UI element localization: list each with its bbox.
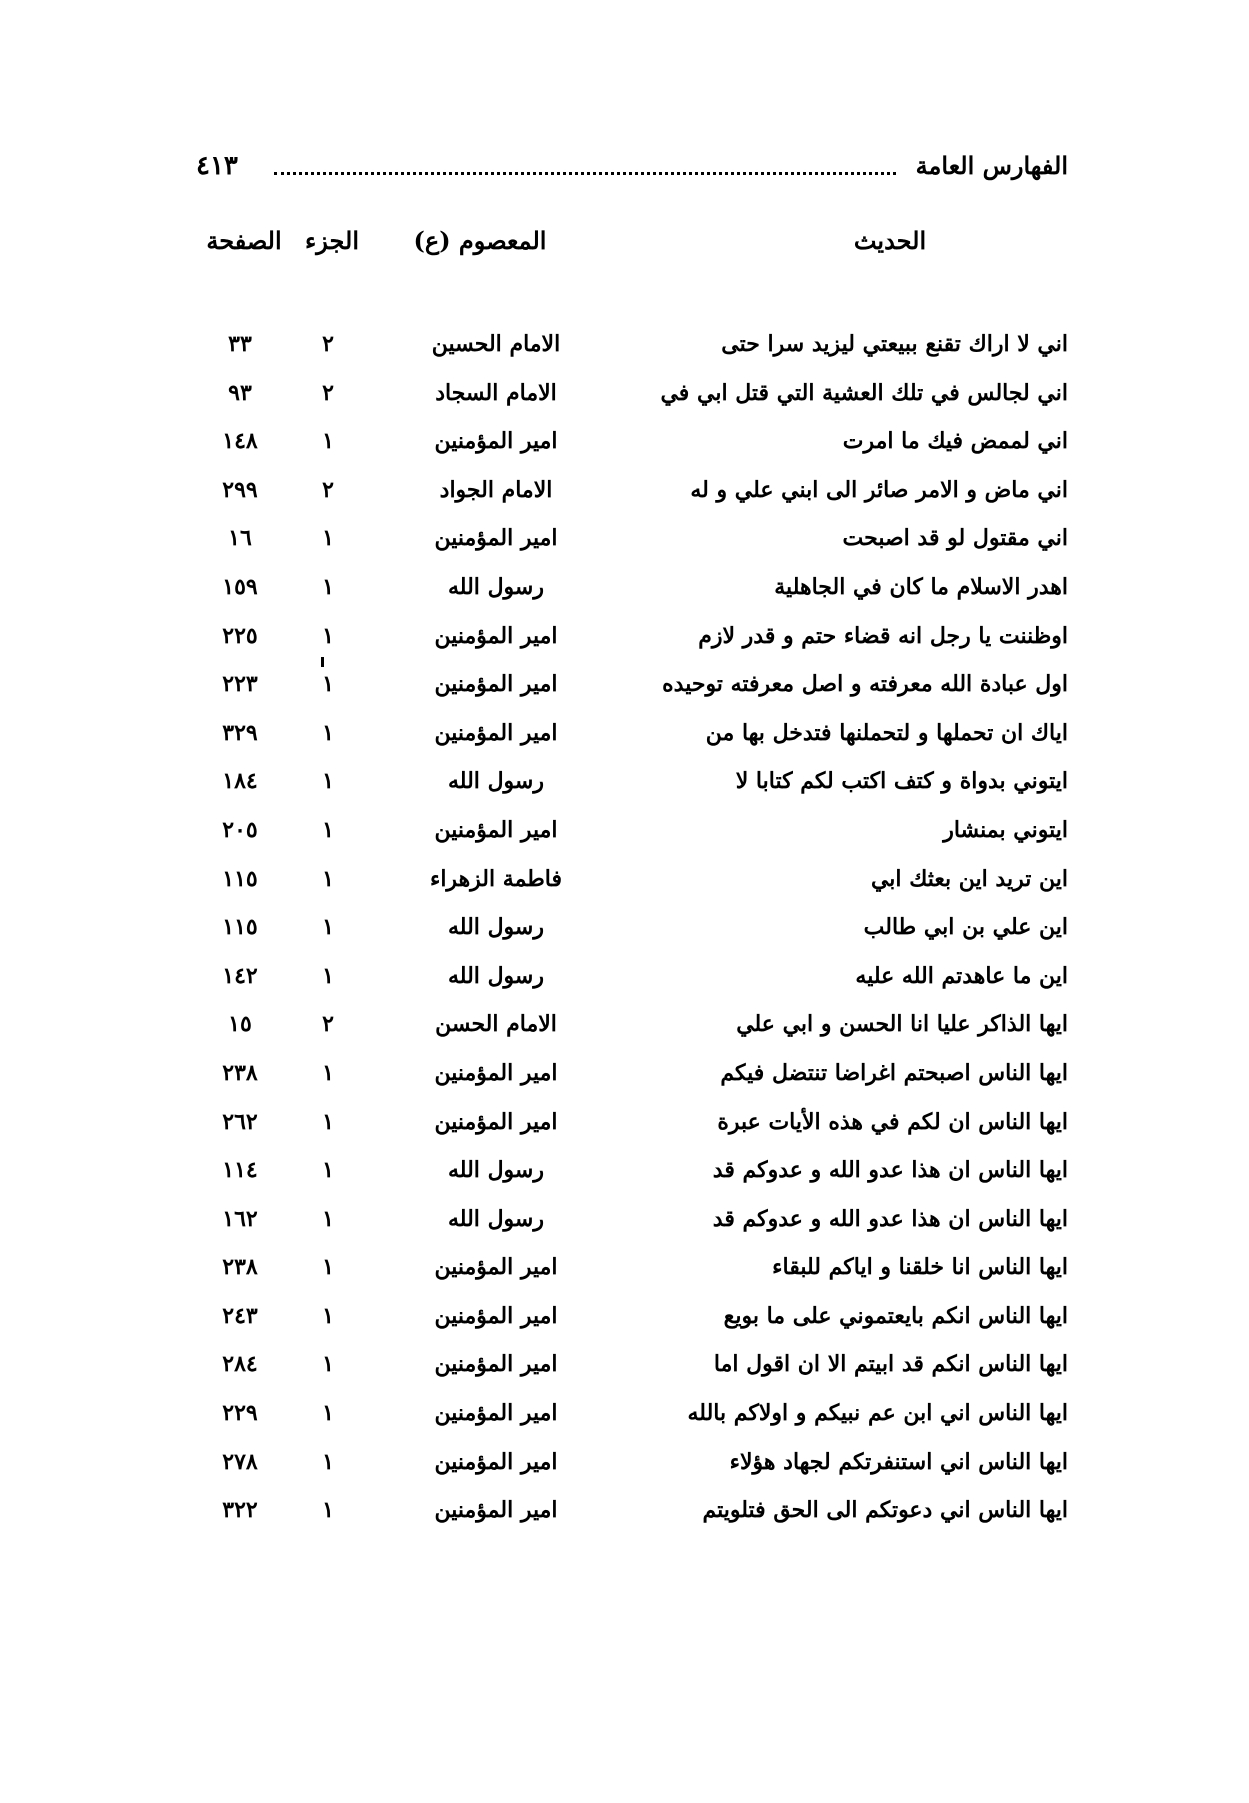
page-ref: ٢٤٣ xyxy=(222,1302,258,1329)
table-row xyxy=(196,1051,1068,1100)
juz-number: ١ xyxy=(322,962,334,989)
hadith-text: اول عبادة الله معرفته و اصل معرفته توحيده xyxy=(662,671,1068,698)
hadith-text: ايها الناس اني استنفرتكم لجهاد هؤلاء xyxy=(729,1448,1068,1475)
table-row xyxy=(196,808,1068,857)
masum-name: امير المؤمنين xyxy=(434,1351,558,1378)
masum-name: الامام الحسين xyxy=(431,331,561,357)
table-row xyxy=(196,1440,1068,1489)
hadith-index-table xyxy=(196,322,1068,1537)
table-row xyxy=(196,1002,1068,1051)
table-row xyxy=(196,1294,1068,1343)
juz-number: ١ xyxy=(322,1108,334,1135)
table-row xyxy=(196,759,1068,808)
running-title: الفهارس العامة xyxy=(915,151,1068,180)
juz-number: ١ xyxy=(322,816,334,843)
hadith-text: ايها الناس انا خلقنا و اياكم للبقاء xyxy=(772,1254,1068,1281)
hadith-text: ايها الناس ان لكم في هذه الأيات عبرة xyxy=(717,1108,1068,1135)
table-row xyxy=(196,516,1068,565)
juz-number: ١ xyxy=(322,1400,334,1427)
masum-name: امير المؤمنين xyxy=(434,1400,558,1427)
masum-name: امير المؤمنين xyxy=(434,1497,558,1524)
page-ref: ١١٥ xyxy=(222,865,258,892)
column-header-hadith: الحديث xyxy=(853,226,927,255)
table-row xyxy=(196,1488,1068,1537)
masum-name: امير المؤمنين xyxy=(434,1254,558,1281)
hadith-text: اياك ان تحملها و لتحملنها فتدخل بها من xyxy=(705,719,1068,746)
juz-number: ١ xyxy=(322,1157,334,1184)
masum-name: الامام الحسن xyxy=(435,1011,557,1038)
hadith-text: ايها الناس اصبحتم اغراضا تنتضل فيكم xyxy=(720,1059,1068,1086)
masum-name: رسول الله xyxy=(448,573,544,600)
page-ref: ٣٣ xyxy=(228,331,252,357)
table-row xyxy=(196,857,1068,906)
masum-name: الامام الجواد xyxy=(439,476,553,503)
page-ref: ١٤٨ xyxy=(222,428,258,455)
column-header-juz: الجزء xyxy=(305,226,359,255)
page-ref: ٣٢٩ xyxy=(222,719,258,746)
juz-number: ١ xyxy=(322,1497,334,1524)
table-row xyxy=(196,614,1068,663)
table-row xyxy=(196,419,1068,468)
dotted-leader xyxy=(274,172,896,175)
juz-number: ٢ xyxy=(322,476,334,503)
masum-name: امير المؤمنين xyxy=(434,719,558,746)
masum-name: رسول الله xyxy=(448,914,544,941)
table-row xyxy=(196,1391,1068,1440)
juz-number: ١ xyxy=(322,865,334,892)
page-ref: ٩٣ xyxy=(228,379,252,406)
masum-name: رسول الله xyxy=(448,962,544,989)
table-row xyxy=(196,711,1068,760)
juz-number: ٢ xyxy=(322,331,334,357)
hadith-text: اوظننت يا رجل انه قضاء حتم و قدر لازم xyxy=(698,622,1068,649)
running-head xyxy=(196,148,1068,192)
hadith-text: ايها الناس اني دعوتكم الى الحق فتلويتم xyxy=(702,1497,1068,1524)
masum-name: رسول الله xyxy=(448,1205,544,1232)
page-ref: ١١٤ xyxy=(222,1157,258,1184)
juz-number: ١ xyxy=(322,768,334,795)
table-row xyxy=(196,905,1068,954)
page-ref: ١٥٩ xyxy=(222,573,258,600)
masum-name: امير المؤمنين xyxy=(434,1302,558,1329)
column-header-masum: المعصوم (ع) xyxy=(413,226,547,255)
column-header-page: الصفحة xyxy=(206,226,282,255)
page-number: ٤١٣ xyxy=(196,151,238,181)
masum-name: امير المؤمنين xyxy=(434,428,558,455)
juz-number: ٢ xyxy=(322,1011,334,1038)
table-row xyxy=(196,1342,1068,1391)
juz-number: ١ xyxy=(322,1351,334,1378)
masum-name: الامام السجاد xyxy=(435,379,557,406)
page-ref: ٢٠٥ xyxy=(222,816,258,843)
page-ref: ١٦ xyxy=(228,525,252,552)
page-ref: ٢٢٥ xyxy=(222,622,258,649)
juz-number: ٢ xyxy=(322,379,334,406)
masum-name: امير المؤمنين xyxy=(434,671,558,698)
juz-number: ١ xyxy=(322,428,334,455)
juz-number: ١ xyxy=(322,1254,334,1281)
hadith-text: ايها الناس اني ابن عم نبيكم و اولاكم بالله xyxy=(687,1400,1068,1427)
hadith-text: ايها الناس ان هذا عدو الله و عدوكم قد xyxy=(712,1157,1068,1184)
masum-name: امير المؤمنين xyxy=(434,816,558,843)
masum-name: امير المؤمنين xyxy=(434,1448,558,1475)
masum-name: رسول الله xyxy=(448,768,544,795)
juz-number: ١ xyxy=(322,1059,334,1086)
hadith-text: اهدر الاسلام ما كان في الجاهلية xyxy=(774,573,1068,600)
table-row xyxy=(196,1197,1068,1246)
hadith-text: ايها الذاكر عليا انا الحسن و ابي علي xyxy=(736,1011,1068,1038)
hadith-text: ايها الناس انكم قد ابيتم الا ان اقول اما xyxy=(713,1351,1068,1378)
juz-number: ١ xyxy=(322,1302,334,1329)
table-row xyxy=(196,468,1068,517)
hadith-text: ايها الناس ان هذا عدو الله و عدوكم قد xyxy=(712,1205,1068,1232)
table-row xyxy=(196,1245,1068,1294)
hadith-text: ايتوني بدواة و كتف اكتب لكم كتابا لا xyxy=(735,768,1068,795)
hadith-text: ايتوني بمنشار xyxy=(943,816,1068,843)
hadith-text: اني لممض فيك ما امرت xyxy=(842,428,1068,455)
masum-name: فاطمة الزهراء xyxy=(429,865,563,892)
juz-number: ١ xyxy=(322,914,334,941)
table-row xyxy=(196,662,1068,711)
hadith-text: اني مقتول لو قد اصبحت xyxy=(842,525,1068,552)
hadith-text: اني لا اراك تقنع ببيعتي ليزيد سرا حتى xyxy=(721,331,1068,357)
page-ref: ٣٢٢ xyxy=(222,1497,258,1524)
page-ref: ٢٨٤ xyxy=(222,1351,258,1378)
masum-name: امير المؤمنين xyxy=(434,525,558,552)
page-ref: ١٤٢ xyxy=(222,962,258,989)
hadith-text: اين علي بن ابي طالب xyxy=(863,914,1068,941)
masum-name: امير المؤمنين xyxy=(434,1059,558,1086)
masum-name: امير المؤمنين xyxy=(434,622,558,649)
page-ref: ٢٢٣ xyxy=(222,671,258,698)
hadith-text: اني ماض و الامر صائر الى ابني علي و له xyxy=(690,476,1068,503)
page-ref: ١٥ xyxy=(228,1011,252,1038)
juz-number: ١ xyxy=(322,671,334,698)
juz-number: ١ xyxy=(322,622,334,649)
table-row xyxy=(196,371,1068,420)
table-row xyxy=(196,565,1068,614)
table-row xyxy=(196,1100,1068,1149)
masum-name: امير المؤمنين xyxy=(434,1108,558,1135)
page-ref: ١١٥ xyxy=(222,914,258,941)
page-ref: ٢٩٩ xyxy=(222,476,258,503)
juz-number: ١ xyxy=(322,525,334,552)
juz-number: ١ xyxy=(322,719,334,746)
page-ref: ٢٢٩ xyxy=(222,1400,258,1427)
hadith-text: اين ما عاهدتم الله عليه xyxy=(855,962,1068,989)
table-row xyxy=(196,954,1068,1003)
page-ref: ٢٣٨ xyxy=(222,1254,258,1281)
page-ref: ٢٣٨ xyxy=(222,1059,258,1086)
page-ref: ١٦٢ xyxy=(222,1205,258,1232)
masum-name: رسول الله xyxy=(448,1157,544,1184)
page-ref: ٢٧٨ xyxy=(222,1448,258,1475)
juz-number: ١ xyxy=(322,1205,334,1232)
hadith-text: اين تريد اين بعثك ابي xyxy=(870,865,1068,892)
table-row xyxy=(196,1148,1068,1197)
juz-number: ١ xyxy=(322,573,334,600)
hadith-text: اني لجالس في تلك العشية التي قتل ابي في xyxy=(660,379,1068,406)
hadith-text: ايها الناس انكم بايعتموني على ما بويع xyxy=(723,1302,1068,1329)
page-ref: ١٨٤ xyxy=(222,768,258,795)
table-row xyxy=(196,322,1068,371)
page-ref: ٢٦٢ xyxy=(222,1108,258,1135)
juz-number: ١ xyxy=(322,1448,334,1475)
